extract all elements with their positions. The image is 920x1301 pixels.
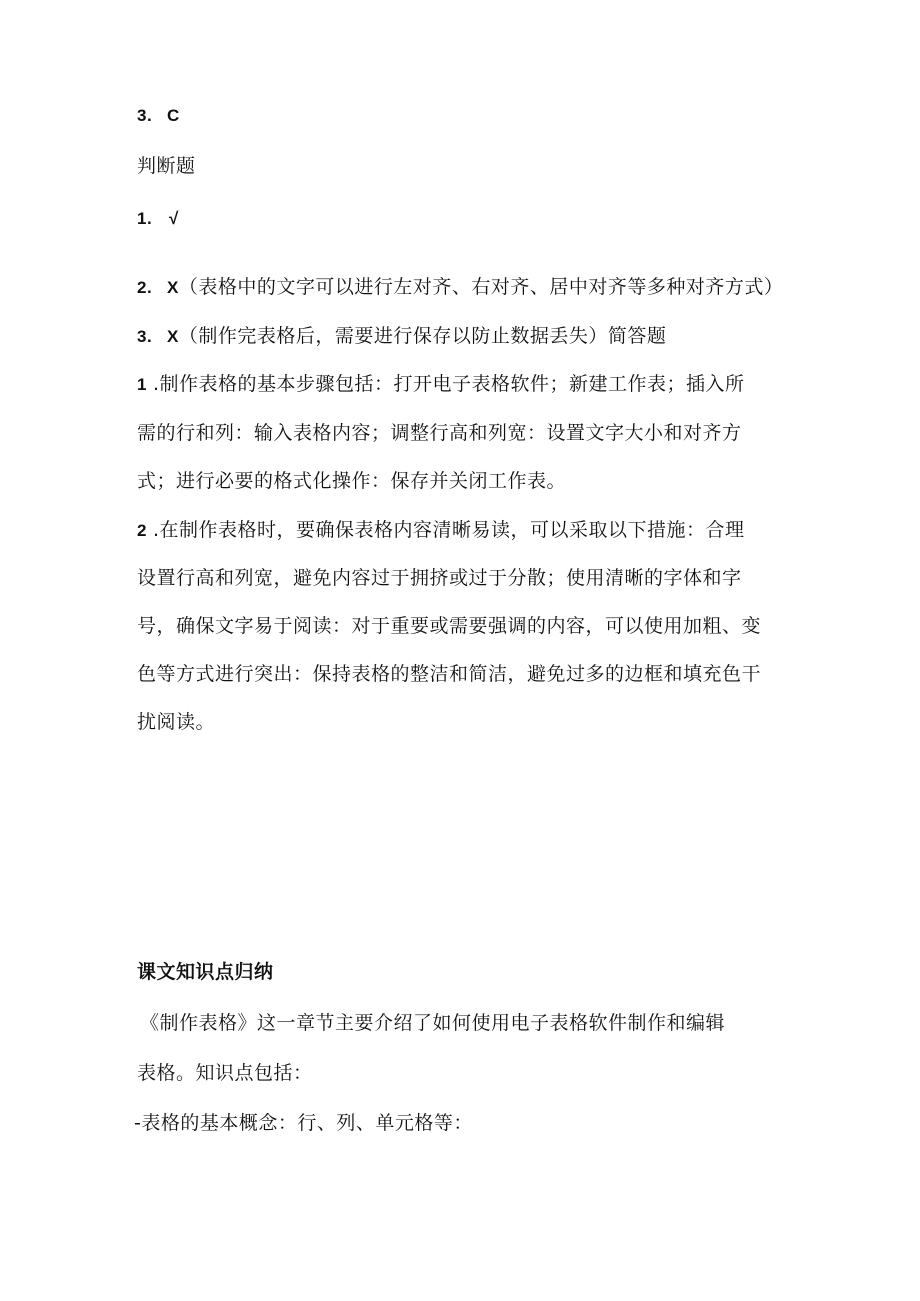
short-answer-2-line-4: 色等方式进行突出：保持表格的整洁和简洁，避免过多的边框和填充色干 [137,663,762,685]
paragraph-text: .制作表格的基本步骤包括：打开电子表格软件；新建工作表；插入所 [153,373,745,395]
judgment-section-title: 判断题 [137,155,196,177]
short-answer-2-line-2: 设置行高和列宽，避免内容过于拥挤或过于分散；使用清晰的字体和字 [137,567,742,589]
answer-explanation: （表格中的文字可以进行左对齐、右对齐、居中对齐等多种对齐方式） [178,276,784,298]
judgment-answer-1 [137,206,179,231]
item-number: 1. [137,209,153,228]
summary-heading: 课文知识点归纳 [137,961,274,983]
cross-mark: X [167,278,179,297]
item-number: 2. [137,278,153,297]
item-number: 3. [137,327,153,346]
short-answer-2-line-3: 号，确保文字易于阅读：对于重要或需要强调的内容，可以使用加粗、变 [137,615,762,637]
check-mark: √ [169,209,179,228]
mc-answer-3 [137,103,180,128]
item-number: 2 [137,521,147,540]
short-answer-1-line-1 [137,372,745,397]
item-number: 1 [137,375,147,394]
item-number: 3. [137,106,153,125]
summary-line-2: 表格。知识点包括： [137,1062,313,1084]
short-answer-2-line-5: 扰阅读。 [137,711,216,733]
answer-letter: C [167,106,180,125]
short-answer-2-line-1 [137,518,745,543]
short-answer-1-line-2: 需的行和列：输入表格内容；调整行高和列宽：设置文字大小和对齐方 [137,422,742,444]
judgment-answer-3 [137,324,666,349]
judgment-answer-2 [137,275,783,300]
short-answer-1-line-3: 式；进行必要的格式化操作：保存并关闭工作表。 [137,470,567,492]
summary-line-3: -表格的基本概念：行、列、单元格等： [134,1112,473,1134]
paragraph-text: .在制作表格时，要确保表格内容清晰易读，可以采取以下措施：合理 [153,519,745,541]
cross-mark: X [167,327,179,346]
summary-line-1: 《制作表格》这一章节主要介绍了如何使用电子表格软件制作和编辑 [140,1012,726,1034]
answer-explanation: （制作完表格后，需要进行保存以防止数据丢失）简答题 [178,325,667,347]
